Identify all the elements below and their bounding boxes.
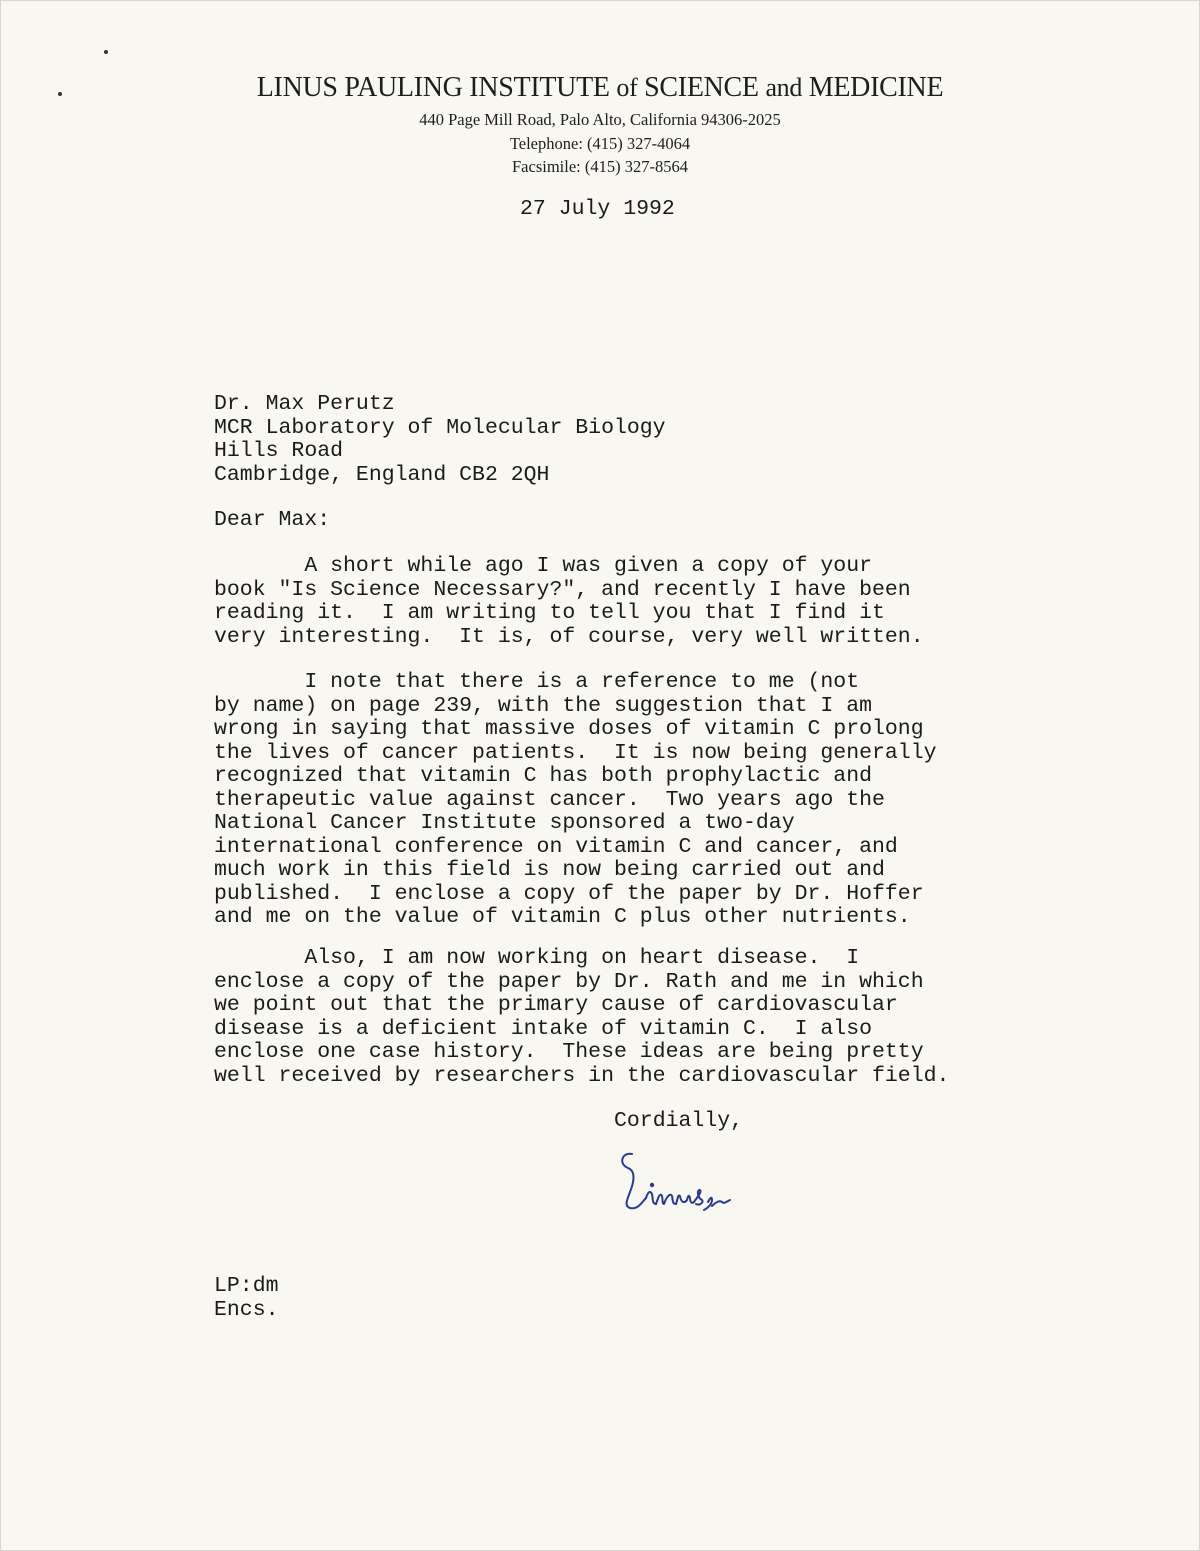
speck-mark	[104, 50, 108, 54]
typist-initials-and-enclosures: LP:dm Encs.	[214, 1274, 279, 1322]
recipient-address: Dr. Max Perutz MCR Laboratory of Molecular Biology Hills Road Cambridge, England CB2 2QH	[214, 392, 666, 487]
handwritten-signature	[612, 1142, 772, 1222]
body-paragraph-1: A short while ago I was given a copy of your book "Is Science Necessary?", and recently I have been reading it. I am writing to tell you that I find it very interesting. It is, of course, very well written.	[214, 554, 924, 649]
salutation: Dear Max:	[214, 508, 331, 532]
letter-date: 27 July 1992	[520, 197, 675, 221]
closing: Cordially,	[614, 1109, 744, 1133]
institute-name: LINUS PAULING INSTITUTE of SCIENCE and MEDICINE	[256, 72, 944, 103]
body-paragraph-3: Also, I am now working on heart disease. I enclose a copy of the paper by Dr. Rath and me in which we point out that the primary cause of cardiovascular disease is a deficient intake of vitamin C. I also enclose one case history. These ideas are being pretty well received by researchers in the cardiovascular field.	[214, 946, 950, 1088]
institute-telephone: Telephone: (415) 327-4064	[509, 134, 691, 153]
body-paragraph-2: I note that there is a reference to me (not by name) on page 239, with the suggestion that I am wrong in saying that massive doses of vitamin C prolong the lives of cancer patients. It is now being generally recognized that vitamin C has both prophylactic and therapeutic value against cancer. Two years ago the National Cancer Institute sponsored a two-day international conference on vitamin C and cancer, and much work in this field is now being carried out and published. I enclose a copy of the paper by Dr. Hoffer and me on the value of vitamin C plus other nutrients.	[214, 670, 937, 929]
institute-address: 440 Page Mill Road, Palo Alto, California 94306-2025	[419, 110, 781, 129]
institute-facsimile: Facsimile: (415) 327-8564	[512, 157, 688, 176]
